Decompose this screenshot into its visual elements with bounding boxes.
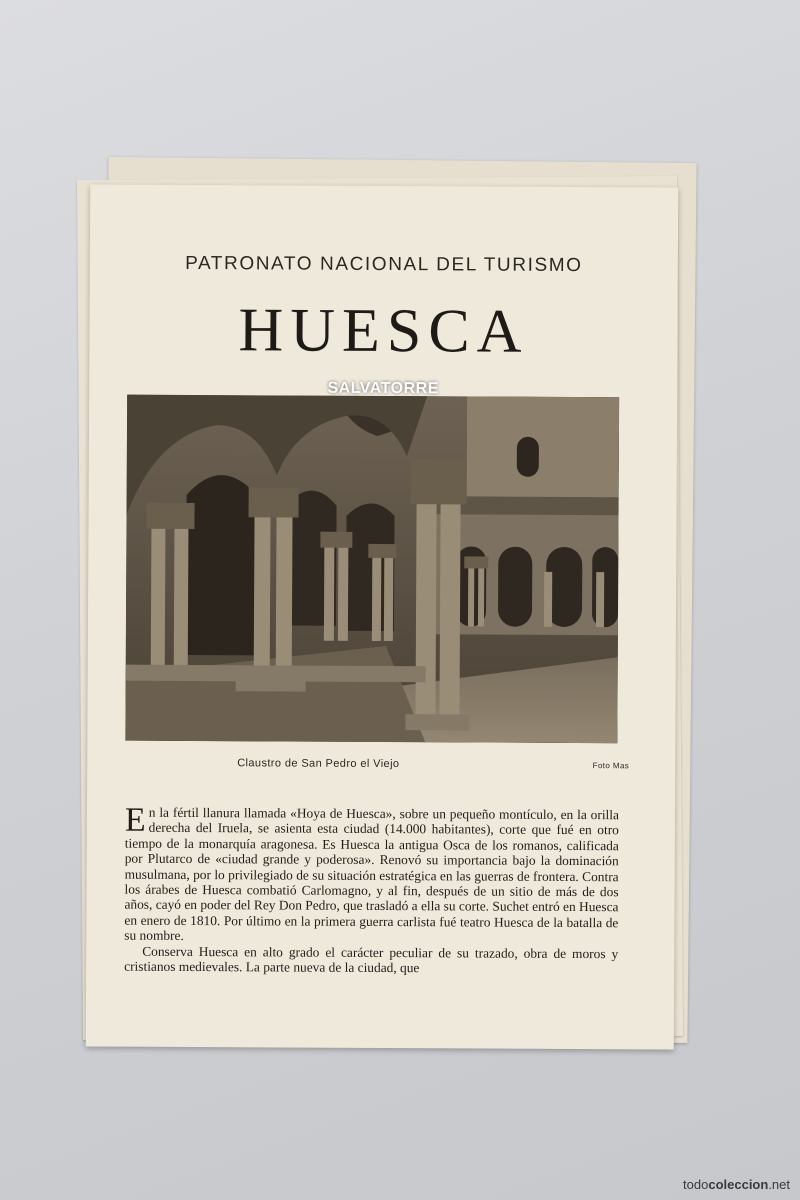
photo-credit: Foto Mas [592, 761, 630, 771]
article-paragraph: Conserva Huesca en alto grado el carácter peculiar de su trazado, obra de moros y cristianos medievales. La parte nueva de la ciudad, que [124, 943, 619, 976]
paragraph-text: n la fértil llanura llamada «Hoya de Huesca», sobre un pequeño montículo, en la orilla derecha del Iruela, se asienta esta ciudad (14.000 habitantes), corte que fué en otro tiempo de la monarquía aragonesa. Es Huesca la antigua Osca de los romanos, calificada por Plutarco de «ciudad grande y poderosa». Renovó su importancia bajo la dominación musulmana, por lo privilegiado de su situación estratégica en las guerras de frontera. Contra los árabes de Huesca combatió Carlomagno, y al fin, después de un sitio de más de dos años, cayó en poder del Rey Don Pedro, que trasladó a ella su corte. Suchet entró en Huesca en enero de 1810. Por último en la primera guerra carlista fué teatro Huesca de la batalla de su nombre. [124, 804, 620, 944]
cloister-photo [125, 395, 619, 744]
photo-caption-row [87, 756, 675, 771]
article-body [124, 801, 620, 977]
photo-caption: Claustro de San Pedro el Viejo [237, 757, 400, 771]
drop-cap: E [124, 801, 146, 839]
organization-heading: PATRONATO NACIONAL DEL TURISMO [185, 252, 583, 277]
article-paragraph [124, 801, 620, 946]
city-title: HUESCA [238, 296, 529, 366]
site-logo: todocoleccion.net [683, 1177, 790, 1192]
brochure-page [86, 184, 679, 1049]
watermark-text: SALVATORRE [327, 379, 439, 398]
